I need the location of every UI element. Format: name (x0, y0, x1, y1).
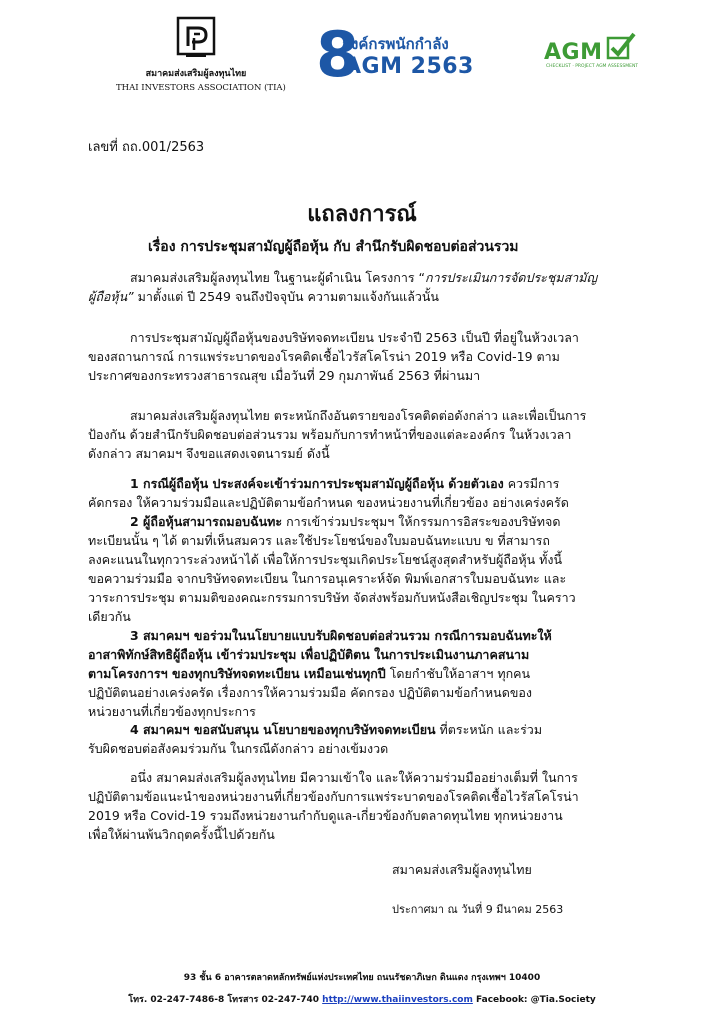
item-3-heading-end: ตามโครงการฯ ของทุกบริษัทจดทะเบียน เหมือนเช่นทุกปี (88, 666, 386, 681)
tia-emblem-icon (176, 16, 216, 62)
item-2-text: การเข้าร่วมประชุมฯ ให้กรรมการอิสระของบริษัทจด (282, 514, 561, 529)
paragraph-line: ปฏิบัติตามข้อแนะนำของหน่วยงานที่เกี่ยวข้องกับการแพร่ระบาดของโรคติดเชื้อไวรัสโคโรน่า (88, 789, 579, 804)
paragraph-line: ของสถานการณ์ การแพร่ระบาดของโรคติดเชื้อไวรัสโคโรน่า 2019 หรือ Covid-19 ตาม (88, 349, 560, 364)
item-2 (88, 512, 576, 626)
item-2-line: ทะเบียนนั้น ๆ ได้ ตามที่เห็นสมควร และใช้ประโยชน์ของใบมอบฉันทะแบบ ข ที่สามารถ (88, 533, 550, 548)
agm-year: AGM 2563 (344, 54, 474, 79)
agm-checklist-subtitle: CHECKLIST · PROJECT AGM ASSESSMENT (546, 64, 639, 69)
paragraph-situation (88, 328, 579, 385)
item-4-line: รับผิดชอบต่อสังคมร่วมกัน ในกรณีดังกล่าว อย่างเข้มงวด (88, 741, 389, 756)
item-4-text: ที่ตระหนัก และร่วม (435, 722, 543, 737)
item-1-heading: 1 กรณีผู้ถือหุ้น ประสงค์จะเข้าร่วมการประชุมสามัญผู้ถือหุ้น ด้วยตัวเอง (130, 476, 504, 491)
intro-text: สมาคมส่งเสริมผู้ลงทุนไทย ในฐานะผู้ดำเนิน โครงการ “ (130, 270, 426, 285)
paragraph-line: การประชุมสามัญผู้ถือหุ้นของบริษัทจดทะเบียน ประจำปี 2563 เป็นปี ที่อยู่ในห้วงเวลา (130, 330, 579, 345)
paragraph-line: ดังกล่าว สมาคมฯ จึงขอแสดงเจตนารมย์ ดังนี้ (88, 446, 330, 461)
paragraph-intent (88, 406, 586, 463)
paragraph-line: เพื่อให้ผ่านพ้นวิกฤตครั้งนี้ไปด้วยกัน (88, 827, 275, 842)
item-1-text: ควรมีการ (503, 476, 560, 491)
item-3-text: โดยกำชับให้อาสาฯ ทุกคน (385, 666, 531, 681)
item-3 (88, 626, 552, 721)
item-1 (88, 474, 569, 512)
item-3-line: ปฏิบัติตนอย่างเคร่งครัด เรื่องการให้ความร่วมมือ คัดกรอง ปฏิบัติตามข้อกำหนดของ (88, 685, 532, 700)
tia-logo (116, 16, 286, 93)
document-subject: เรื่อง การประชุมสามัญผู้ถือหุ้น กับ สำนึกรับผิดชอบต่อส่วนรวม (148, 239, 519, 255)
paragraph-line: ป้องกัน ด้วยสำนึกรับผิดชอบต่อส่วนรวม พร้อมกับการทำหน้าที่ของแต่ละองค์กร ในห้วงเวลา (88, 427, 572, 442)
document-title: แถลงการณ์ (307, 202, 417, 227)
project-name: การประเมินการจัดประชุมสามัญ (425, 270, 598, 285)
item-2-line: ลงคะแนนในทุกวาระล่วงหน้าได้ เพื่อให้การประชุมเกิดประโยชน์สูงสุดสำหรับผู้ถือหุ้น ทั้งนี้ (88, 552, 563, 567)
item-4 (88, 720, 542, 758)
signer-name: สมาคมส่งเสริมผู้ลงทุนไทย (392, 862, 532, 877)
intro-text-cont: มาตั้งแต่ ปี 2549 จนถึงปัจจุบัน ความตามแจ้งกันแล้วนั้น (133, 289, 439, 304)
item-2-line: วาระการประชุม ตามมติของคณะกรรมการบริษัท จัดส่งพร้อมกับหนังสือเชิญประชุม ในคราว (88, 590, 576, 605)
agm-checklist-logo (544, 36, 644, 76)
item-3-heading-cont: อาสาพิทักษ์สิทธิผู้ถือหุ้น เข้าร่วมประชุม เพื่อปฏิบัติตน ในการประเมินงานภาคสนาม (88, 647, 530, 662)
item-2-heading: 2 ผู้ถือหุ้นสามารถมอบฉันทะ (130, 514, 283, 529)
announcement-date: ประกาศมา ณ วันที่ 9 มีนาคม 2563 (392, 903, 564, 916)
agm-number: 8 (316, 18, 360, 91)
footer-address: 93 ชั้น 6 อาคารตลาดหลักทรัพย์แห่งประเทศไทย ถนนรัชดาภิเษก ดินแดง กรุงเทพฯ 10400 (183, 973, 541, 983)
paragraph-line: ประกาศของกระทรวงสาธารณสุข เมื่อวันที่ 29 กุมภาพันธ์ 2563 ที่ผ่านมา (88, 368, 481, 383)
item-3-line: หน่วยงานที่เกี่ยวข้องทุกประการ (88, 704, 256, 719)
tia-name-th: สมาคมส่งเสริมผู้ลงทุนไทย (145, 69, 247, 79)
agm-checklist-title: AGM (544, 40, 603, 65)
paragraph-line: อนึ่ง สมาคมส่งเสริมผู้ลงทุนไทย มีความเข้าใจ และให้ความร่วมมืออย่างเต็มที่ ในการ (130, 770, 578, 785)
paragraph-closing (88, 768, 579, 844)
footer-contact (0, 992, 724, 1006)
paragraph-intro (88, 268, 597, 306)
footer-phone: โทร. 02-247-7486-8 โทรสาร 02-247-740 (128, 995, 323, 1005)
item-2-line: เดียวกัน (88, 609, 131, 624)
item-3-heading: 3 สมาคมฯ ขอร่วมในนโยบายแบบรับผิดชอบต่อส่วนรวม กรณีการมอบฉันทะให้ (130, 628, 552, 643)
agm-2563-logo (316, 18, 496, 94)
item-1-line: คัดกรอง ให้ความร่วมมือและปฏิบัติตามข้อกำหนด ของหน่วยงานที่เกี่ยวข้อง อย่างเคร่งครัด (88, 495, 569, 510)
document-reference: เลขที่ ถถ.001/2563 (88, 140, 205, 155)
project-name-cont: ผู้ถือหุ้น” (88, 289, 134, 304)
facebook-handle: Facebook: @Tia.Society (472, 995, 596, 1005)
website-link[interactable]: http://www.thaiinvestors.com (322, 995, 473, 1005)
agm-slogan: องค์กรพนักกำลัง (342, 35, 449, 53)
item-2-line: ขอความร่วมมือ จากบริษัทจดทะเบียน ในการอนุเคราะห์จัด พิมพ์เอกสารใบมอบฉันทะ และ (88, 571, 567, 586)
checkmark-icon (606, 32, 636, 62)
paragraph-line: สมาคมส่งเสริมผู้ลงทุนไทย ตระหนักถึงอันตรายของโรคติดต่อดังกล่าว และเพื่อเป็นการ (130, 408, 587, 423)
item-4-heading: 4 สมาคมฯ ขอสนับสนุน นโยบายของทุกบริษัทจดทะเบียน (130, 722, 436, 737)
tia-name-en: THAI INVESTORS ASSOCIATION (TIA) (116, 83, 286, 93)
paragraph-line: 2019 หรือ Covid-19 รวมถึงหน่วยงานกำกับดูแล-เกี่ยวข้องกับตลาดทุนไทย ทุกหน่วยงาน (88, 808, 563, 823)
